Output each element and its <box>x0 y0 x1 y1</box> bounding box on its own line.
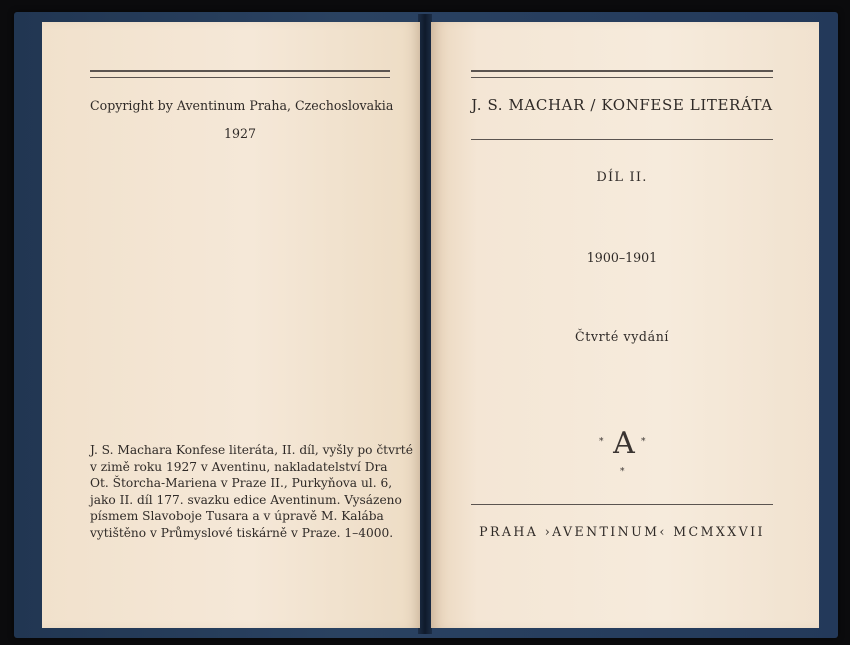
book-title: J. S. MACHAR / KONFESE LITERÁTA <box>471 96 773 114</box>
logo-star-bottom: * <box>620 467 625 477</box>
copyright-line: Copyright by Aventinum Praha, Czechoslovakia <box>90 98 394 113</box>
colophon-line: Ot. Štorcha-Mariena v Praze II., Purkyňova ul. 6, <box>90 476 393 491</box>
imprint-rule <box>471 504 773 505</box>
edition-label: Čtvrté vydání <box>574 329 670 344</box>
left-page <box>42 22 420 628</box>
colophon-line: vytištěno v Průmyslové tiskárně v Praze. 1–4000. <box>90 525 394 540</box>
logo-letter: A <box>613 426 635 461</box>
right-top-double-rule <box>471 70 773 78</box>
right-page <box>431 22 819 628</box>
left-top-double-rule <box>90 70 390 78</box>
colophon-line: jako II. díl 177. svazku edice Aventinum. Vysázeno <box>90 492 402 507</box>
imprint-line: PRAHA ›AVENTINUM‹ MCMXXVII <box>479 524 765 539</box>
colophon-line: J. S. Machara Konfese literáta, II. díl, vyšly po čtvrté <box>90 443 413 457</box>
colophon <box>90 442 413 542</box>
book-spine-gutter <box>418 14 432 634</box>
part-number: DÍL II. <box>596 170 648 185</box>
years-range: 1900–1901 <box>586 250 658 265</box>
colophon-line: v zimě roku 1927 v Aventinu, nakladatelství Dra <box>90 459 388 474</box>
colophon-line: písmem Slavoboje Tusara a v úpravě M. Kalába <box>90 509 384 524</box>
copyright-year: 1927 <box>223 126 257 141</box>
title-underline-rule <box>471 139 773 140</box>
logo-star-right: * <box>641 437 646 447</box>
aventinum-logo <box>597 424 651 488</box>
logo-star-left: * <box>599 437 604 447</box>
